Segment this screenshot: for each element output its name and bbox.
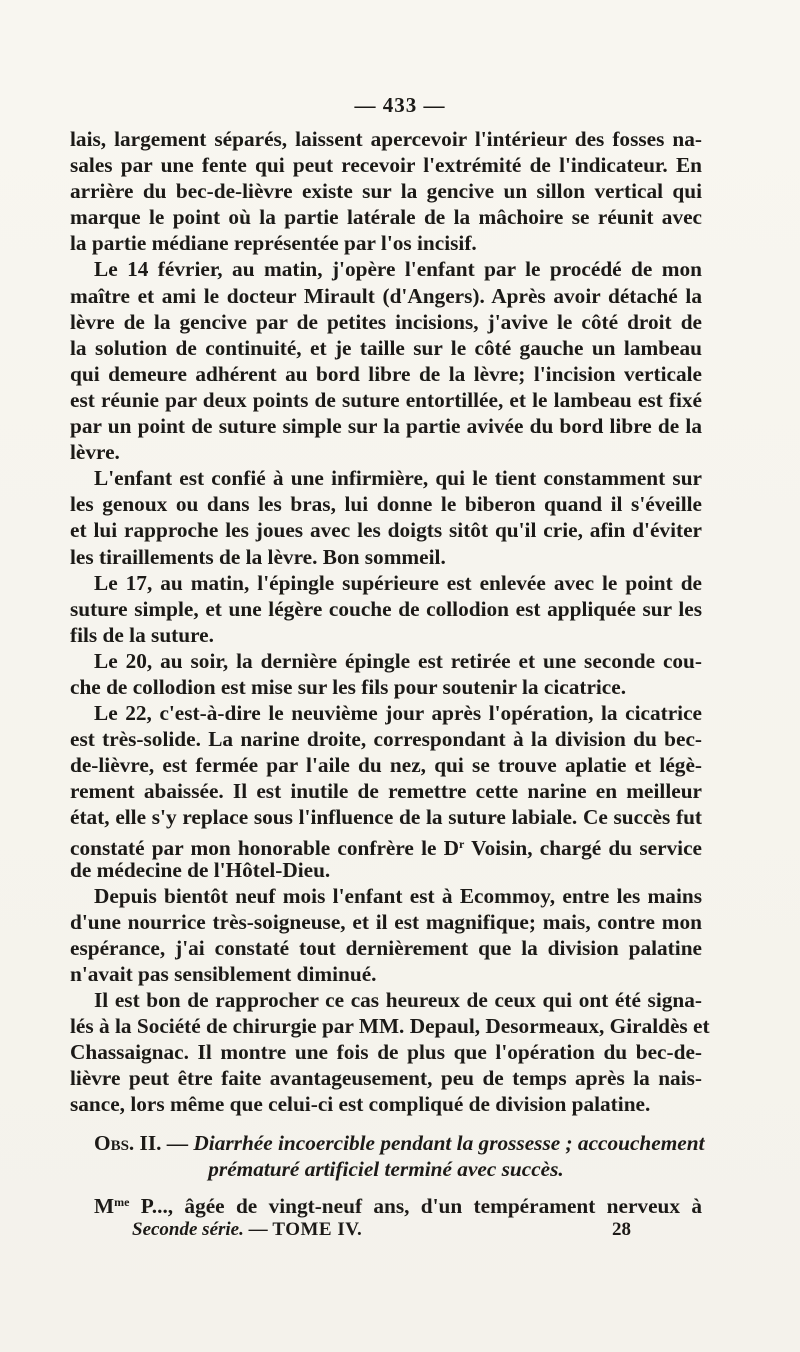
text-line: et lui rapproche les joues avec les doigts sitôt qu'il crie, afin d'éviter (70, 518, 702, 543)
text-line: Chassaignac. Il montre une fois de plus que l'opération du bec-de- (70, 1040, 702, 1065)
text-line: par un point de suture simple sur la partie avivée du bord libre de la (70, 414, 702, 439)
body-text (70, 126, 710, 1118)
text-line: che de collodion est mise sur les fils pour soutenir la cicatrice. (70, 674, 627, 699)
text-line: n'avait pas sensiblement diminué. (70, 962, 377, 986)
text-fragment: M (94, 1194, 115, 1218)
text-line: marque le point où la partie latérale de la mâchoire se réunit avec (70, 205, 702, 230)
text-line: qui demeure adhérent au bord libre de la lèvre; l'incision verticale (70, 361, 702, 386)
text-line: espérance, j'ai constaté tout dernièrement que la division palatine (70, 935, 702, 960)
text-line: est très-solide. La narine droite, correspondant à la division du bec- (70, 727, 702, 752)
page-number-header: — 433 — (354, 93, 446, 117)
text-line: sales par une fente qui peut recevoir l'extrémité de l'indicateur. En (70, 153, 702, 178)
dash: — (161, 1131, 194, 1155)
text-line: lièvre peut être faite avantageusement, peu de temps après la nais- (70, 1066, 702, 1091)
observation-title: Diarrhée incoercible pendant la grossesse ; accouchement (193, 1131, 705, 1155)
text-line: Le 20, au soir, la dernière épingle est retirée et une seconde cou- (94, 648, 702, 673)
text-line: est réunie par deux points de suture entortillée, et le lambeau est fixé (70, 387, 702, 412)
text-line: lèvre. (70, 440, 120, 465)
text-line: les genoux ou dans les bras, lui donne le biberon quand il s'éveille (70, 492, 702, 517)
observation-title-continued: prématuré artificiel terminé avec succès. (208, 1157, 564, 1182)
text-line (70, 831, 702, 860)
superscript: me (114, 1195, 130, 1209)
text-line: Le 14 février, au matin, j'opère l'enfant par le procédé de mon (94, 257, 702, 282)
text-line: maître et ami le docteur Mirault (d'Angers). Après avoir détaché la (70, 283, 702, 308)
text-line: Il est bon de rapprocher ce cas heureux de ceux qui ont été signa- (94, 988, 702, 1013)
next-paragraph (70, 1189, 702, 1219)
observation-label: Obs. II. (94, 1131, 162, 1155)
signature-mark: 28 (612, 1219, 631, 1240)
text-line: rement abaissée. Il est inutile de remettre cette narine en meilleur (70, 779, 702, 804)
text-line: la partie médiane représentée par l'os incisif. (70, 231, 477, 256)
text-line: lèvre de la gencive par de petites incisions, j'avive le côté droit de (70, 309, 702, 334)
text-fragment: P..., âgée de vingt-neuf ans, d'un tempérament nerveux à (129, 1194, 702, 1218)
text-fragment: Voisin, chargé du service (464, 835, 702, 860)
superscript: r (459, 836, 465, 851)
page-footer (132, 1219, 632, 1241)
text-line: arrière du bec-de-lièvre existe sur la gencive un sillon vertical qui (70, 179, 702, 204)
text-line: Depuis bientôt neuf mois l'enfant est à Ecommoy, entre les mains (94, 883, 702, 908)
text-line: état, elle s'y replace sous l'influence de la suture labiale. Ce succès fut (70, 805, 702, 830)
text-line: Le 22, c'est-à-dire le neuvième jour après l'opération, la cicatrice (94, 701, 702, 726)
text-line: Le 17, au matin, l'épingle supérieure est enlevée avec le point de (94, 570, 702, 595)
text-line: de-lièvre, est fermée par l'aile du nez, qui se trouve aplatie et légè- (70, 753, 702, 778)
text-line: suture simple, et une légère couche de collodion est appliquée sur les (70, 596, 702, 621)
text-line: sance, lors même que celui-ci est compliqué de division palatine. (70, 1092, 651, 1117)
text-line: L'enfant est confié à une infirmière, qui le tient constamment sur (94, 466, 702, 491)
text-line: de médecine de l'Hôtel-Dieu. (70, 857, 331, 882)
text-line: la solution de continuité, et je taille sur le côté gauche un lambeau (70, 335, 702, 360)
footer-series: Seconde série. (132, 1219, 244, 1240)
text-line: les tiraillements de la lèvre. Bon sommeil. (70, 544, 446, 569)
footer-tome: TOME IV. (272, 1219, 363, 1240)
text-line (70, 1189, 702, 1219)
text-line: lés à la Société de chirurgie par MM. Depaul, Desormeaux, Giraldès et (70, 1014, 710, 1039)
text-line: d'une nourrice très-soigneuse, et il est magnifique; mais, contre mon (70, 909, 702, 934)
footer-dash: — (243, 1219, 273, 1240)
observation-heading (70, 1130, 705, 1182)
observation-title-line (70, 1130, 705, 1156)
text-line: fils de la suture. (70, 622, 214, 647)
text-fragment: constaté par mon honorable confrère le D (70, 835, 460, 860)
text-line: lais, largement séparés, laissent apercevoir l'intérieur des fosses na- (70, 127, 702, 151)
